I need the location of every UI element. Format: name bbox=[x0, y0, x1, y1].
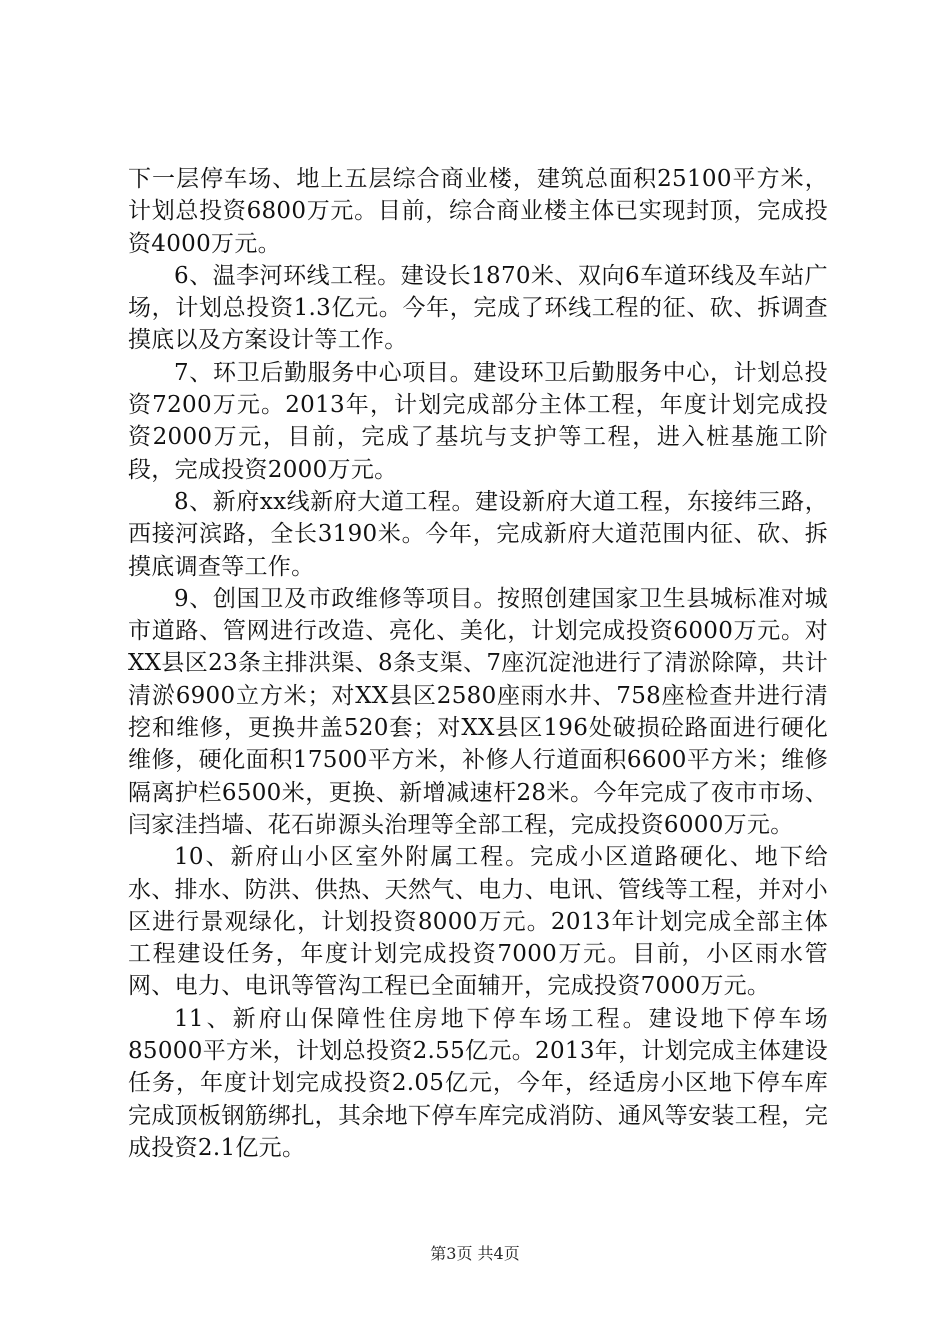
paragraph-item-7: 7、环卫后勤服务中心项目。建设环卫后勤服务中心，计划总投资7200万元。2013年，计划完成部分主体工程，年度计划完成投资2000万元，目前，完成了基坑与支护等工程，进入桩基施工阶段，完成投资2000万元。 bbox=[128, 359, 828, 483]
paragraph-item-6: 6、温李河环线工程。建设长1870米、双向6车道环线及车站广场，计划总投资1.3亿元。今年，完成了环线工程的征、砍、拆调查摸底以及方案设计等工作。 bbox=[128, 262, 828, 354]
paragraph-item-10: 10、新府山小区室外附属工程。完成小区道路硬化、地下给水、排水、防洪、供热、天然气、电力、电讯、管线等工程，并对小区进行景观绿化，计划投资8000万元。2013年计划完成全部主体工程建设任务，年度计划完成投资7000万元。目前，小区雨水管网、电力、电讯等管沟工程已全面辅开，完成投资7000万元。 bbox=[128, 844, 828, 1000]
document-body bbox=[128, 163, 828, 1164]
page-footer: 第3页 共4页 bbox=[430, 1244, 520, 1263]
paragraph-item-8: 8、新府xx线新府大道工程。建设新府大道工程，东接纬三路，西接河滨路，全长3190米。今年，完成新府大道范围内征、砍、拆摸底调查等工作。 bbox=[128, 488, 828, 580]
paragraph-item-11: 11、新府山保障性住房地下停车场工程。建设地下停车场85000平方米，计划总投资2.55亿元。2013年，计划完成主体建设任务，年度计划完成投资2.05亿元，今年，经适房小区地下停车库完成顶板钢筋绑扎，其余地下停车库完成消防、通风等安装工程，完成投资2.1亿元。 bbox=[128, 1005, 828, 1161]
paragraph-item-9: 9、创国卫及市政维修等项目。按照创建国家卫生县城标准对城市道路、管网进行改造、亮化、美化，计划完成投资6000万元。对XX县区23条主排洪渠、8条支渠、7座沉淀池进行了清淤除障，共计清淤6900立方米；对XX县区2580座雨水井、758座检查井进行清挖和维修，更换井盖520套；对XX县区196处破损砼路面进行硬化维修，硬化面积17500平方米，补修人行道面积6600平方米；维修隔离护栏6500米，更换、新增减速杆28米。今年完成了夜市市场、闫家洼挡墙、花石峁源头治理等全部工程，完成投资6000万元。 bbox=[128, 585, 828, 838]
paragraph-continuation: 下一层停车场、地上五层综合商业楼，建筑总面积25100平方米，计划总投资6800万元。目前，综合商业楼主体已实现封顶，完成投资4000万元。 bbox=[128, 166, 828, 257]
